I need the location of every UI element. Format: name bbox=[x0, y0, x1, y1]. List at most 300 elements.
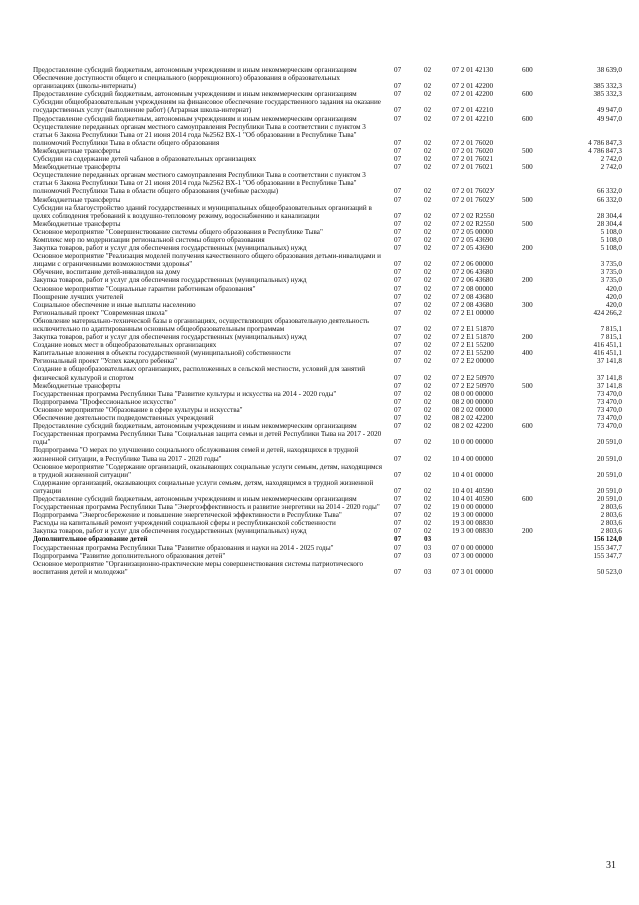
section-code: 07 bbox=[394, 373, 402, 382]
table-row bbox=[33, 244, 622, 252]
target-article-code: 07 2 01 76021 bbox=[452, 155, 494, 164]
amount: 66 332,0 bbox=[597, 187, 622, 196]
amount: 20 591,0 bbox=[597, 486, 622, 495]
item-name: Государственная программа Республики Тыва "Развитие культуры и искусства на 2014 - 2020 годы" bbox=[33, 389, 337, 398]
target-article-code: 10 4 01 40590 bbox=[452, 494, 494, 503]
expense-type-code bbox=[518, 552, 556, 560]
item-name: Закупка товаров, работ и услуг для обеспечения государственных (муниципальных) нужд bbox=[33, 527, 307, 536]
expense-type-code bbox=[518, 357, 556, 365]
amount: 416 451,1 bbox=[593, 341, 622, 350]
subsection-code: 02 bbox=[424, 486, 432, 495]
subsection-code: 02 bbox=[424, 211, 432, 220]
amount: 5 108,0 bbox=[600, 235, 622, 244]
target-article-code: 10 4 00 00000 bbox=[452, 454, 494, 463]
item-name: Государственная программа Республики Тыва "Энергоэффективность и развитие энергетики на 2014 - 2020 годы" bbox=[33, 503, 380, 512]
target-article-code: 10 0 00 00000 bbox=[452, 438, 494, 447]
table-row bbox=[33, 301, 622, 309]
expense-type-code: 200 bbox=[522, 333, 533, 342]
expense-type-code bbox=[518, 560, 556, 576]
table-row bbox=[33, 495, 622, 503]
expense-type-code bbox=[518, 390, 556, 398]
amount: 20 591,0 bbox=[597, 494, 622, 503]
item-name: Обеспечение доступности общего и специального (коррекционного) образования в образовательных организациях (школы-интернаты) bbox=[33, 74, 340, 91]
amount: 2 742,0 bbox=[600, 163, 622, 172]
item-name: Содержание организаций, оказывающих социальные услуги семьям, детям, находящимся в трудной жизненной ситуации bbox=[33, 478, 374, 495]
section-code: 07 bbox=[394, 187, 402, 196]
amount: 20 591,0 bbox=[597, 470, 622, 479]
amount: 73 470,0 bbox=[597, 414, 622, 423]
table-row bbox=[33, 552, 622, 560]
amount: 49 947,0 bbox=[597, 106, 622, 115]
section-code: 07 bbox=[394, 244, 402, 253]
expense-type-code bbox=[518, 463, 556, 479]
target-article-code: 19 3 00 08830 bbox=[452, 527, 494, 536]
subsection-code: 02 bbox=[424, 341, 432, 350]
expense-type-code bbox=[518, 365, 556, 381]
table-row bbox=[33, 268, 622, 276]
target-article-code: 07 2 01 42130 bbox=[452, 66, 494, 74]
target-article-code: 07 3 01 00000 bbox=[452, 567, 494, 576]
target-article-code: 07 2 E1 00000 bbox=[452, 308, 494, 317]
table-row bbox=[33, 535, 622, 543]
item-name: Закупка товаров, работ и услуг для обеспечения государственных (муниципальных) нужд bbox=[33, 276, 307, 285]
subsection-code: 02 bbox=[424, 235, 432, 244]
amount: 3 735,0 bbox=[600, 276, 622, 285]
section-code: 07 bbox=[394, 163, 402, 172]
expense-type-code bbox=[518, 414, 556, 422]
item-name: Основное мероприятие "Реализация моделей получения качественного общего образования детьми-инвалидами и лицами с ограниченными возможностями здоровья" bbox=[33, 252, 381, 269]
amount: 50 523,0 bbox=[597, 567, 622, 576]
section-code: 07 bbox=[394, 535, 402, 544]
amount: 7 815,1 bbox=[600, 325, 622, 333]
target-article-code: 07 2 02 R2550 bbox=[452, 219, 495, 228]
item-name: Региональный проект "Успех каждого ребенка" bbox=[33, 357, 177, 366]
subsection-code: 02 bbox=[424, 349, 432, 358]
expense-type-code: 500 bbox=[522, 146, 533, 155]
subsection-code: 02 bbox=[424, 405, 432, 414]
subsection-code: 02 bbox=[424, 244, 432, 253]
item-name: Создание в общеобразовательных организациях, расположенных в сельской местности, условий для занятий физической культурой и спортом bbox=[33, 365, 366, 382]
item-name: Предоставление субсидий бюджетным, автономным учреждениям и иным некоммерческим организациям bbox=[33, 90, 357, 99]
subsection-code: 02 bbox=[424, 527, 432, 536]
section-code: 07 bbox=[394, 138, 402, 147]
subsection-code: 02 bbox=[424, 438, 432, 447]
table-row bbox=[33, 560, 622, 576]
table-row bbox=[33, 196, 622, 204]
table-row bbox=[33, 252, 622, 268]
amount: 5 108,0 bbox=[600, 244, 622, 253]
table-row bbox=[33, 309, 622, 317]
amount: 73 470,0 bbox=[597, 422, 622, 431]
expense-type-code bbox=[518, 479, 556, 495]
table-row bbox=[33, 66, 622, 74]
section-code: 07 bbox=[394, 325, 402, 333]
subsection-code: 02 bbox=[424, 114, 432, 123]
section-code: 07 bbox=[394, 357, 402, 366]
item-name: Социальное обеспечение и иные выплаты населению bbox=[33, 300, 196, 309]
item-name: Межбюджетные трансферты bbox=[33, 195, 121, 204]
table-row bbox=[33, 236, 622, 244]
target-article-code: 07 2 E2 50970 bbox=[452, 373, 494, 382]
expense-type-code: 600 bbox=[522, 66, 533, 74]
section-code: 07 bbox=[394, 389, 402, 398]
section-code: 07 bbox=[394, 292, 402, 301]
expense-type-code: 500 bbox=[522, 195, 533, 204]
subsection-code: 02 bbox=[424, 308, 432, 317]
section-code: 07 bbox=[394, 543, 402, 552]
item-name: Создание новых мест в общеобразовательных организациях bbox=[33, 341, 217, 350]
target-article-code: 08 2 02 42200 bbox=[452, 422, 494, 431]
subsection-code: 02 bbox=[424, 422, 432, 431]
amount: 73 470,0 bbox=[597, 405, 622, 414]
expense-type-code: 600 bbox=[522, 494, 533, 503]
section-code: 07 bbox=[394, 227, 402, 236]
table-row bbox=[33, 163, 622, 171]
target-article-code: 07 2 02 R2550 bbox=[452, 211, 495, 220]
item-name: Обучение, воспитание детей-инвалидов на дому bbox=[33, 268, 181, 277]
target-article-code: 07 2 05 43690 bbox=[452, 235, 494, 244]
target-article-code: 07 2 01 42210 bbox=[452, 106, 494, 115]
target-article-code: 19 0 00 00000 bbox=[452, 503, 494, 512]
subsection-code: 03 bbox=[424, 567, 432, 576]
section-code: 07 bbox=[394, 486, 402, 495]
subsection-code: 02 bbox=[424, 82, 432, 91]
subsection-code: 02 bbox=[424, 260, 432, 269]
section-code: 07 bbox=[394, 260, 402, 269]
subsection-code: 02 bbox=[424, 276, 432, 285]
target-article-code: 08 2 02 00000 bbox=[452, 405, 494, 414]
target-article-code: 19 3 00 00000 bbox=[452, 511, 494, 520]
subsection-code: 02 bbox=[424, 511, 432, 520]
table-row bbox=[33, 285, 622, 293]
table-row bbox=[33, 479, 622, 495]
subsection-code: 02 bbox=[424, 292, 432, 301]
section-code: 07 bbox=[394, 300, 402, 309]
table-row bbox=[33, 115, 622, 123]
item-name: Основное мероприятие "Совершенствование системы общего образования в Республике Тыва" bbox=[33, 227, 323, 236]
section-code: 07 bbox=[394, 567, 402, 576]
subsection-code: 02 bbox=[424, 187, 432, 196]
section-code: 07 bbox=[394, 333, 402, 342]
section-code: 07 bbox=[394, 284, 402, 293]
subsection-code: 02 bbox=[424, 470, 432, 479]
expense-type-code bbox=[518, 236, 556, 244]
section-code: 07 bbox=[394, 211, 402, 220]
budget-table bbox=[33, 66, 622, 576]
item-name: Поощрение лучших учителей bbox=[33, 292, 124, 301]
item-name: Обновление материально-технической базы в организациях, осуществляющих образовательную деятельность исключительно по адаптированным основным общеобразовательным программам bbox=[33, 316, 369, 333]
item-name: Дополнительное образование детей bbox=[33, 535, 148, 544]
amount: 155 347,7 bbox=[593, 551, 622, 560]
subsection-code: 02 bbox=[424, 300, 432, 309]
item-name: Закупка товаров, работ и услуг для обеспечения государственных (муниципальных) нужд bbox=[33, 333, 307, 342]
subsection-code: 02 bbox=[424, 357, 432, 366]
subsection-code: 02 bbox=[424, 227, 432, 236]
amount: 37 141,8 bbox=[597, 373, 622, 382]
subsection-code: 02 bbox=[424, 155, 432, 164]
expense-type-code: 600 bbox=[522, 422, 533, 431]
target-article-code: 07 2 08 43680 bbox=[452, 292, 494, 301]
item-name: Предоставление субсидий бюджетным, автономным учреждениям и иным некоммерческим организациям bbox=[33, 494, 357, 503]
amount: 38 639,0 bbox=[597, 66, 622, 74]
expense-type-code bbox=[518, 341, 556, 349]
amount: 20 591,0 bbox=[597, 454, 622, 463]
amount: 424 266,2 bbox=[593, 308, 622, 317]
section-code: 07 bbox=[394, 422, 402, 431]
expense-type-code bbox=[518, 98, 556, 114]
target-article-code bbox=[450, 535, 518, 543]
expense-type-code: 300 bbox=[522, 300, 533, 309]
item-name: Субсидии на содержание детей чабанов в образовательных организациях bbox=[33, 155, 257, 164]
amount: 3 735,0 bbox=[600, 260, 622, 269]
item-name: Подпрограмма "О мерах по улучшению социального обслуживания семей и детей, находящихся в трудной жизненной ситуации, в Республике Тыва на 2017 - 2020 годы" bbox=[33, 446, 359, 463]
target-article-code: 07 0 00 00000 bbox=[452, 543, 494, 552]
subsection-code: 02 bbox=[424, 106, 432, 115]
table-row bbox=[33, 228, 622, 236]
expense-type-code bbox=[518, 503, 556, 511]
table-row bbox=[33, 123, 622, 147]
expense-type-code bbox=[518, 252, 556, 268]
subsection-code: 03 bbox=[424, 543, 432, 552]
table-row bbox=[33, 422, 622, 430]
amount: 385 332,3 bbox=[593, 82, 622, 91]
table-row bbox=[33, 446, 622, 462]
target-article-code: 07 2 E1 51870 bbox=[452, 333, 494, 342]
item-name: Комплекс мер по модернизации региональной системы общего образования bbox=[33, 235, 265, 244]
subsection-code: 02 bbox=[424, 146, 432, 155]
table-row bbox=[33, 276, 622, 284]
amount: 156 124,0 bbox=[593, 535, 622, 544]
subsection-code: 02 bbox=[424, 284, 432, 293]
table-row bbox=[33, 90, 622, 98]
amount: 66 332,0 bbox=[597, 195, 622, 204]
item-name: Субсидии общеобразовательным учреждениям на финансовое обеспечение государственного задания на оказание государственных услуг (выполнение работ) (Аграрная школа-интернат) bbox=[33, 98, 381, 115]
table-row bbox=[33, 317, 622, 333]
amount: 3 735,0 bbox=[600, 268, 622, 277]
table-row bbox=[33, 365, 622, 381]
subsection-code: 03 bbox=[424, 535, 432, 544]
item-name: Осуществление переданных органам местного самоуправления Республики Тыва в соответствии с пунктом 3 статьи 6 Закона Республики Тыва от 21 июня 2014 года №2562 ВХ-1 "Об образовании в Республике Тыва" полномочий Республики Тыва в области общего образования (учебные расходы) bbox=[33, 171, 366, 196]
subsection-code: 02 bbox=[424, 333, 432, 342]
expense-type-code: 500 bbox=[522, 163, 533, 172]
subsection-code: 02 bbox=[424, 90, 432, 99]
target-article-code: 07 2 E1 55200 bbox=[452, 349, 494, 358]
table-row bbox=[33, 511, 622, 519]
target-article-code: 07 2 06 43680 bbox=[452, 276, 494, 285]
table-row bbox=[33, 519, 622, 527]
section-code: 07 bbox=[394, 90, 402, 99]
subsection-code: 02 bbox=[424, 373, 432, 382]
expense-type-code bbox=[518, 285, 556, 293]
target-article-code: 08 2 02 42200 bbox=[452, 414, 494, 423]
amount: 20 591,0 bbox=[597, 438, 622, 447]
target-article-code: 07 3 00 00000 bbox=[452, 551, 494, 560]
section-code: 07 bbox=[394, 470, 402, 479]
item-name: Предоставление субсидий бюджетным, автономным учреждениям и иным некоммерческим организациям bbox=[33, 66, 357, 74]
expense-type-code bbox=[518, 398, 556, 406]
amount: 7 815,1 bbox=[600, 333, 622, 342]
item-name: Предоставление субсидий бюджетным, автономным учреждениям и иным некоммерческим организациям bbox=[33, 114, 357, 123]
section-code: 07 bbox=[394, 438, 402, 447]
expense-type-code bbox=[518, 309, 556, 317]
amount: 28 304,4 bbox=[597, 219, 622, 228]
table-row bbox=[33, 544, 622, 552]
item-name: Государственная программа Республики Тыва "Социальная защита семьи и детей Республики Тыва на 2017 - 2020 годы" bbox=[33, 430, 382, 447]
table-row bbox=[33, 414, 622, 422]
item-name: Основное мероприятие "Организационно-практические меры совершенствования системы патриотического воспитания детей и молодежи" bbox=[33, 559, 364, 576]
expense-type-code bbox=[518, 74, 556, 90]
amount: 420,0 bbox=[605, 292, 622, 301]
expense-type-code: 200 bbox=[522, 276, 533, 285]
target-article-code: 07 2 06 43680 bbox=[452, 268, 494, 277]
section-code: 07 bbox=[394, 82, 402, 91]
item-name: Капитальные вложения в объекты государственной (муниципальной) собственности bbox=[33, 349, 291, 358]
section-code: 07 bbox=[394, 527, 402, 536]
target-article-code: 08 0 00 00000 bbox=[452, 389, 494, 398]
section-code: 07 bbox=[394, 349, 402, 358]
table-row bbox=[33, 155, 622, 163]
section-code: 07 bbox=[394, 551, 402, 560]
table-row bbox=[33, 74, 622, 90]
amount: 2 803,6 bbox=[600, 511, 622, 520]
section-code: 07 bbox=[394, 454, 402, 463]
target-article-code: 07 2 E1 55200 bbox=[452, 341, 494, 350]
subsection-code: 02 bbox=[424, 268, 432, 277]
expense-type-code: 400 bbox=[522, 349, 533, 358]
table-row bbox=[33, 147, 622, 155]
amount: 2 803,6 bbox=[600, 503, 622, 512]
expense-type-code bbox=[518, 511, 556, 519]
subsection-code: 02 bbox=[424, 219, 432, 228]
target-article-code: 07 2 01 7602У bbox=[452, 195, 495, 204]
target-article-code: 07 2 01 76021 bbox=[452, 163, 494, 172]
section-code: 07 bbox=[394, 308, 402, 317]
table-row bbox=[33, 382, 622, 390]
amount: 155 347,7 bbox=[593, 543, 622, 552]
subsection-code: 02 bbox=[424, 381, 432, 390]
target-article-code: 07 2 06 00000 bbox=[452, 260, 494, 269]
expense-type-code bbox=[518, 155, 556, 163]
target-article-code: 07 2 E1 51870 bbox=[452, 325, 494, 333]
expense-type-code: 200 bbox=[522, 527, 533, 536]
subsection-code: 02 bbox=[424, 389, 432, 398]
subsection-code: 02 bbox=[424, 397, 432, 406]
subsection-code: 02 bbox=[424, 503, 432, 512]
expense-type-code bbox=[518, 317, 556, 333]
amount: 37 141,8 bbox=[597, 357, 622, 366]
target-article-code: 07 2 05 43690 bbox=[452, 244, 494, 253]
item-name: Региональный проект "Современная школа" bbox=[33, 308, 168, 317]
expense-type-code bbox=[518, 430, 556, 446]
target-article-code: 19 3 00 08830 bbox=[452, 519, 494, 528]
section-code: 07 bbox=[394, 219, 402, 228]
section-code: 07 bbox=[394, 195, 402, 204]
amount: 2 803,6 bbox=[600, 519, 622, 528]
expense-type-code bbox=[518, 123, 556, 147]
amount: 4 786 847,3 bbox=[588, 146, 622, 155]
table-row bbox=[33, 98, 622, 114]
item-name: Основное мероприятие "Образование в сфере культуры и искусства" bbox=[33, 405, 243, 414]
amount: 2 803,6 bbox=[600, 527, 622, 536]
section-code: 07 bbox=[394, 381, 402, 390]
section-code: 07 bbox=[394, 268, 402, 277]
expense-type-code bbox=[518, 519, 556, 527]
table-row bbox=[33, 357, 622, 365]
item-name: Осуществление переданных органам местного самоуправления Республики Тыва в соответствии с пунктом 3 статьи 6 Закона Республики Тыва от 21 июня 2014 года №2562 ВХ-1 "Об образовании в Республике Тыва" полномочий Республики Тыва в области общего образования bbox=[33, 122, 366, 147]
section-code: 07 bbox=[394, 235, 402, 244]
expense-type-code: 500 bbox=[522, 381, 533, 390]
table-row bbox=[33, 341, 622, 349]
amount: 416 451,1 bbox=[593, 349, 622, 358]
amount: 37 141,8 bbox=[597, 381, 622, 390]
table-row bbox=[33, 398, 622, 406]
target-article-code: 07 2 08 00000 bbox=[452, 284, 494, 293]
expense-type-code bbox=[518, 268, 556, 276]
expense-type-code: 200 bbox=[522, 244, 533, 253]
section-code: 07 bbox=[394, 341, 402, 350]
target-article-code: 07 2 01 42210 bbox=[452, 114, 494, 123]
item-name: Межбюджетные трансферты bbox=[33, 219, 121, 228]
expense-type-code: 600 bbox=[522, 114, 533, 123]
item-name: Государственная программа Республики Тыва "Развитие образования и науки на 2014 - 2025 годы" bbox=[33, 543, 334, 552]
expense-type-code: 500 bbox=[522, 219, 533, 228]
section-code: 07 bbox=[394, 414, 402, 423]
target-article-code: 07 2 01 76020 bbox=[452, 146, 494, 155]
subsection-code: 02 bbox=[424, 519, 432, 528]
subsection-code: 02 bbox=[424, 454, 432, 463]
target-article-code: 07 2 01 7602У bbox=[452, 187, 495, 196]
section-code: 07 bbox=[394, 405, 402, 414]
page-number: 31 bbox=[606, 860, 616, 871]
expense-type-code bbox=[518, 204, 556, 220]
item-name: Обеспечение деятельности подведомственных учреждений bbox=[33, 414, 214, 423]
section-code: 07 bbox=[394, 106, 402, 115]
item-name: Основное мероприятие "Содержание организаций, оказывающих социальные услуги семьям, детям, находящимся в трудной жизненной ситуации" bbox=[33, 462, 382, 479]
target-article-code: 10 4 01 40590 bbox=[452, 486, 494, 495]
section-code: 07 bbox=[394, 114, 402, 123]
item-name: Расходы на капитальный ремонт учреждений социальной сферы и республиканской собственности bbox=[33, 519, 336, 528]
subsection-code: 02 bbox=[424, 163, 432, 172]
table-row bbox=[33, 527, 622, 535]
expense-type-code: 600 bbox=[522, 90, 533, 99]
item-name: Подпрограмма "Профессиональное искусство" bbox=[33, 397, 177, 406]
section-code: 07 bbox=[394, 155, 402, 164]
table-row bbox=[33, 390, 622, 398]
table-row bbox=[33, 406, 622, 414]
amount: 73 470,0 bbox=[597, 389, 622, 398]
expense-type-code bbox=[518, 171, 556, 195]
table-row bbox=[33, 293, 622, 301]
amount: 2 742,0 bbox=[600, 155, 622, 164]
expense-type-code bbox=[518, 293, 556, 301]
item-name: Закупка товаров, работ и услуг для обеспечения государственных (муниципальных) нужд bbox=[33, 244, 307, 253]
section-code: 07 bbox=[394, 397, 402, 406]
amount: 49 947,0 bbox=[597, 114, 622, 123]
table-row bbox=[33, 349, 622, 357]
table-row bbox=[33, 171, 622, 195]
table-row bbox=[33, 204, 622, 220]
subsection-code: 02 bbox=[424, 414, 432, 423]
section-code: 07 bbox=[394, 146, 402, 155]
target-article-code: 07 2 08 43680 bbox=[452, 300, 494, 309]
amount: 385 332,3 bbox=[593, 90, 622, 99]
table-row bbox=[33, 463, 622, 479]
expense-type-code bbox=[518, 544, 556, 552]
target-article-code: 07 2 05 00000 bbox=[452, 227, 494, 236]
section-code: 07 bbox=[394, 66, 402, 74]
section-code: 07 bbox=[394, 276, 402, 285]
target-article-code: 08 2 00 00000 bbox=[452, 397, 494, 406]
